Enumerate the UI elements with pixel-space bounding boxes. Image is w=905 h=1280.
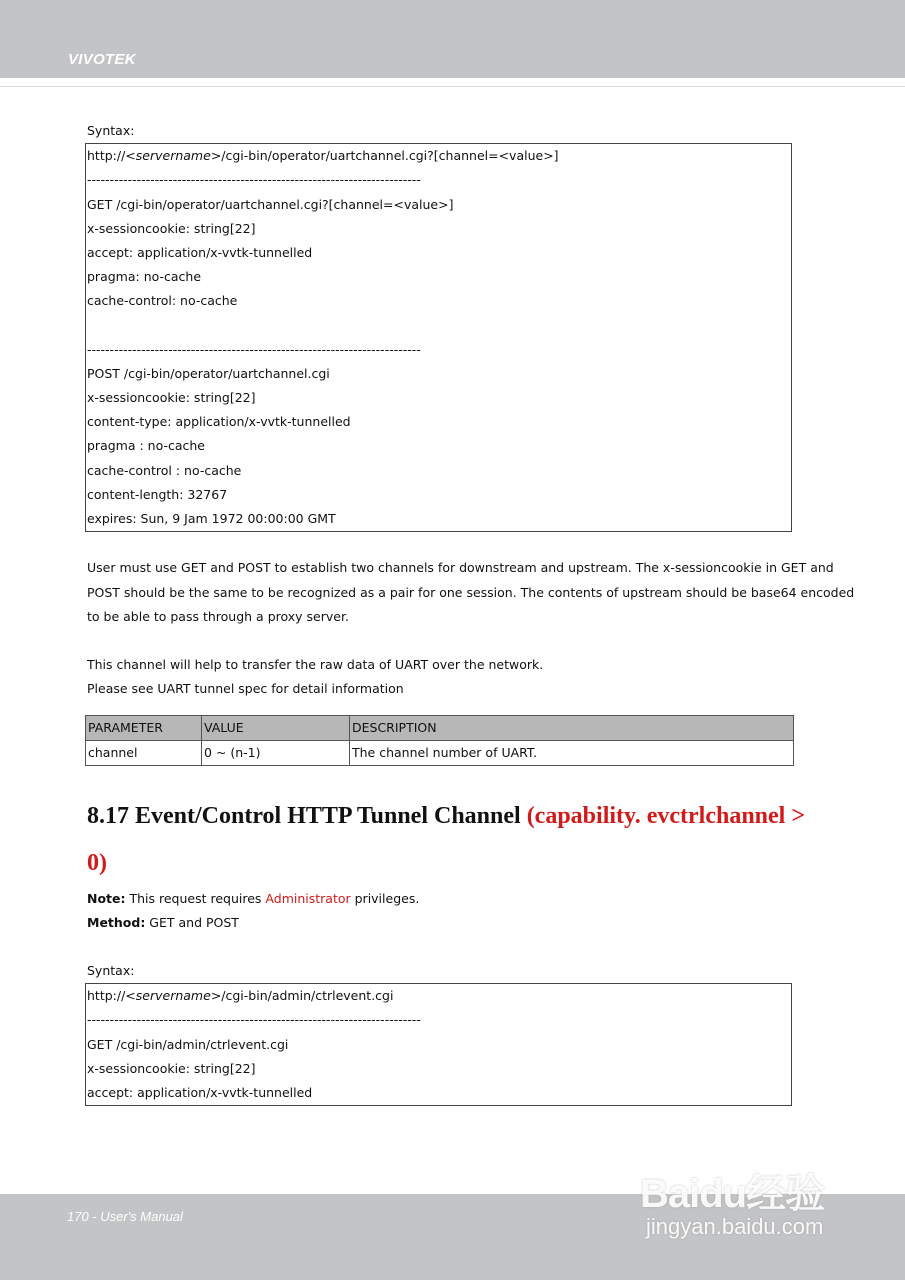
syntax-line: -------------------------------------------------------------------------- [87,172,421,188]
baidu-watermark [640,1142,855,1247]
syntax-line: POST /cgi-bin/operator/uartchannel.cgi [87,365,330,381]
table-row [86,740,794,765]
syntax-line: pragma: no-cache [87,269,202,285]
brand-logo: VIVOTEK [68,51,136,68]
url-prefix: http://< [87,148,136,164]
note-line [87,887,827,911]
section-capability-end: 0) [87,849,107,876]
page-content [87,119,855,1106]
syntax-line: accept: application/x-vvtk-tunnelled [87,244,313,260]
paragraph-line: User must use GET and POST to establish two channels for downstream and upstream. The x-sessioncookie in GET and [87,560,834,576]
syntax-label: Syntax: [87,123,135,138]
note-role: Administrator [265,890,351,906]
syntax-line: GET /cgi-bin/operator/uartchannel.cgi?[channel=<value>] [87,196,454,212]
description-paragraph [87,556,855,629]
syntax-line: expires: Sun, 9 Jam 1972 00:00:00 GMT [87,511,336,526]
syntax-line: x-sessioncookie: string[22] [87,220,256,236]
url-path: >/cgi-bin/operator/uartchannel.cgi?[channel=<value>] [210,148,559,164]
paragraph-line: This channel will help to transfer the raw data of UART over the network. [87,657,544,673]
table-cell: channel [86,740,202,765]
section-heading-line1 [87,793,827,840]
url-prefix: http://< [87,988,136,1004]
section-capability: (capability. evctrlchannel > [526,802,806,829]
paragraph-line: to be able to pass through a proxy server. [87,608,349,624]
page-number: 170 - User's Manual [67,1209,183,1224]
uart-syntax-box [85,143,792,532]
spacer [87,629,827,653]
syntax-line: pragma : no-cache [87,438,205,454]
parameter-table [85,715,794,766]
syntax-line: x-sessioncookie: string[22] [87,1060,256,1076]
spacer [87,935,827,959]
note-text: This request requires [125,890,266,906]
ctrlevent-syntax-box [85,983,792,1106]
spacer [87,532,827,556]
spacer [87,766,827,793]
syntax-line: cache-control: no-cache [87,293,238,309]
header-divider [0,86,905,87]
syntax-line: GET /cgi-bin/admin/ctrlevent.cgi [87,1036,289,1052]
table-cell: The channel number of UART. [350,740,794,765]
url-servername: servername [135,988,211,1004]
paragraph-line: Please see UART tunnel spec for detail information [87,681,404,697]
syntax-label: Syntax: [87,963,135,979]
syntax-url-line [87,984,791,1008]
table-header-cell: VALUE [202,715,350,740]
url-servername: servername [135,148,211,164]
syntax-line: accept: application/x-vvtk-tunnelled [87,1085,313,1100]
note-text-end: privileges. [350,890,420,906]
method-label: Method: [87,914,146,930]
method-line [87,911,827,935]
method-value: GET and POST [145,914,239,930]
url-path: >/cgi-bin/admin/ctrlevent.cgi [210,988,394,1004]
syntax-line: -------------------------------------------------------------------------- [87,341,421,357]
syntax-line: cache-control : no-cache [87,462,242,478]
table-cell: 0 ~ (n-1) [202,740,350,765]
table-header-cell: DESCRIPTION [350,715,794,740]
syntax-line [87,314,791,338]
syntax-line: -------------------------------------------------------------------------- [87,1012,421,1028]
note-label: Note: [87,890,126,906]
syntax-line: content-length: 32767 [87,486,228,502]
spacer [87,702,827,715]
table-header-cell: PARAMETER [86,715,202,740]
paragraph-line: POST should be the same to be recognized as a pair for one session. The contents of upstream should be base64 encoded [87,584,855,600]
channel-info-paragraph [87,653,827,701]
syntax-line: content-type: application/x-vvtk-tunnelled [87,414,351,430]
watermark-url: jingyan.baidu.com [646,1214,824,1239]
syntax-line: x-sessioncookie: string[22] [87,390,256,406]
section-title: 8.17 Event/Control HTTP Tunnel Channel [87,802,527,829]
syntax-url-line [87,144,791,168]
table-header-row [86,715,794,740]
watermark-logo: Baidu经验 [640,1172,825,1216]
section-heading [87,793,827,887]
